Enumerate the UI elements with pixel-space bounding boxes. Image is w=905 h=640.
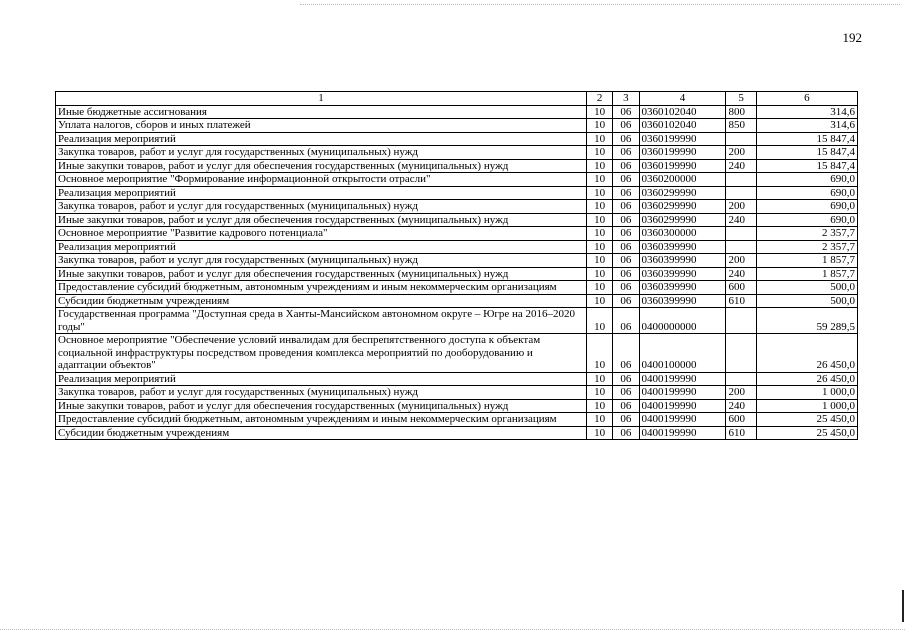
subsection-cell: 06 bbox=[613, 119, 639, 133]
section-cell: 10 bbox=[586, 227, 612, 241]
table-row bbox=[56, 132, 858, 146]
row-name-cell: Иные закупки товаров, работ и услуг для обеспечения государственных (муниципальных) нужд bbox=[56, 159, 587, 173]
section-cell: 10 bbox=[586, 294, 612, 308]
expense-type-cell: 200 bbox=[726, 254, 756, 268]
section-cell: 10 bbox=[586, 132, 612, 146]
row-name-cell: Закупка товаров, работ и услуг для государственных (муниципальных) нужд bbox=[56, 200, 587, 214]
expense-type-cell bbox=[726, 308, 756, 334]
table-row bbox=[56, 213, 858, 227]
row-name-cell: Субсидии бюджетным учреждениям bbox=[56, 294, 587, 308]
table-row bbox=[56, 254, 858, 268]
amount-cell: 25 450,0 bbox=[756, 426, 857, 440]
subsection-cell: 06 bbox=[613, 132, 639, 146]
table-row bbox=[56, 386, 858, 400]
row-name-cell: Субсидии бюджетным учреждениям bbox=[56, 426, 587, 440]
amount-cell: 2 357,7 bbox=[756, 240, 857, 254]
row-name-cell: Реализация мероприятий bbox=[56, 186, 587, 200]
amount-cell: 314,6 bbox=[756, 119, 857, 133]
subsection-cell: 06 bbox=[613, 105, 639, 119]
table-row bbox=[56, 294, 858, 308]
header-cell-subsection: 3 bbox=[613, 92, 639, 106]
row-name-cell: Иные закупки товаров, работ и услуг для обеспечения государственных (муниципальных) нужд bbox=[56, 213, 587, 227]
table-row bbox=[56, 308, 858, 334]
amount-cell: 15 847,4 bbox=[756, 132, 857, 146]
subsection-cell: 06 bbox=[613, 159, 639, 173]
row-name-cell: Основное мероприятие "Формирование информационной открытости отрасли" bbox=[56, 173, 587, 187]
target-code-cell: 0360399990 bbox=[639, 267, 726, 281]
expense-type-cell: 200 bbox=[726, 146, 756, 160]
amount-cell: 15 847,4 bbox=[756, 159, 857, 173]
amount-cell: 59 289,5 bbox=[756, 308, 857, 334]
table-row bbox=[56, 200, 858, 214]
table-header-row bbox=[56, 92, 858, 106]
expense-type-cell bbox=[726, 372, 756, 386]
subsection-cell: 06 bbox=[613, 240, 639, 254]
target-code-cell: 0360300000 bbox=[639, 227, 726, 241]
table-row bbox=[56, 227, 858, 241]
expense-type-cell bbox=[726, 173, 756, 187]
amount-cell: 690,0 bbox=[756, 186, 857, 200]
header-cell-name: 1 bbox=[56, 92, 587, 106]
section-cell: 10 bbox=[586, 386, 612, 400]
expense-type-cell: 240 bbox=[726, 399, 756, 413]
table-body bbox=[56, 105, 858, 440]
target-code-cell: 0360299990 bbox=[639, 200, 726, 214]
section-cell: 10 bbox=[586, 200, 612, 214]
target-code-cell: 0400199990 bbox=[639, 399, 726, 413]
amount-cell: 2 357,7 bbox=[756, 227, 857, 241]
section-cell: 10 bbox=[586, 186, 612, 200]
amount-cell: 26 450,0 bbox=[756, 372, 857, 386]
subsection-cell: 06 bbox=[613, 254, 639, 268]
row-name-cell: Иные закупки товаров, работ и услуг для обеспечения государственных (муниципальных) нужд bbox=[56, 399, 587, 413]
target-code-cell: 0360102040 bbox=[639, 105, 726, 119]
expense-type-cell bbox=[726, 334, 756, 373]
subsection-cell: 06 bbox=[613, 334, 639, 373]
section-cell: 10 bbox=[586, 119, 612, 133]
amount-cell: 500,0 bbox=[756, 281, 857, 295]
row-name-cell: Реализация мероприятий bbox=[56, 240, 587, 254]
amount-cell: 25 450,0 bbox=[756, 413, 857, 427]
row-name-cell: Закупка товаров, работ и услуг для государственных (муниципальных) нужд bbox=[56, 386, 587, 400]
section-cell: 10 bbox=[586, 173, 612, 187]
row-name-cell: Закупка товаров, работ и услуг для государственных (муниципальных) нужд bbox=[56, 146, 587, 160]
table-row bbox=[56, 119, 858, 133]
expense-type-cell: 200 bbox=[726, 200, 756, 214]
section-cell: 10 bbox=[586, 254, 612, 268]
table-row bbox=[56, 399, 858, 413]
section-cell: 10 bbox=[586, 213, 612, 227]
target-code-cell: 0360199990 bbox=[639, 132, 726, 146]
section-cell: 10 bbox=[586, 399, 612, 413]
header-cell-target-code: 4 bbox=[639, 92, 726, 106]
table-row bbox=[56, 173, 858, 187]
expense-type-cell: 200 bbox=[726, 386, 756, 400]
expense-type-cell bbox=[726, 186, 756, 200]
amount-cell: 1 857,7 bbox=[756, 254, 857, 268]
table-row bbox=[56, 426, 858, 440]
target-code-cell: 0400199990 bbox=[639, 426, 726, 440]
expense-type-cell: 600 bbox=[726, 413, 756, 427]
expense-type-cell: 610 bbox=[726, 294, 756, 308]
expense-type-cell: 240 bbox=[726, 213, 756, 227]
target-code-cell: 0400199990 bbox=[639, 386, 726, 400]
subsection-cell: 06 bbox=[613, 267, 639, 281]
target-code-cell: 0360199990 bbox=[639, 159, 726, 173]
amount-cell: 314,6 bbox=[756, 105, 857, 119]
section-cell: 10 bbox=[586, 146, 612, 160]
subsection-cell: 06 bbox=[613, 213, 639, 227]
expense-type-cell: 800 bbox=[726, 105, 756, 119]
target-code-cell: 0360399990 bbox=[639, 281, 726, 295]
row-name-cell: Реализация мероприятий bbox=[56, 372, 587, 386]
row-name-cell: Уплата налогов, сборов и иных платежей bbox=[56, 119, 587, 133]
amount-cell: 1 000,0 bbox=[756, 386, 857, 400]
row-name-cell: Предоставление субсидий бюджетным, автономным учреждениям и иным некоммерческим организациям bbox=[56, 281, 587, 295]
subsection-cell: 06 bbox=[613, 200, 639, 214]
target-code-cell: 0400199990 bbox=[639, 372, 726, 386]
subsection-cell: 06 bbox=[613, 227, 639, 241]
section-cell: 10 bbox=[586, 281, 612, 295]
table-row bbox=[56, 159, 858, 173]
target-code-cell: 0360299990 bbox=[639, 186, 726, 200]
amount-cell: 26 450,0 bbox=[756, 334, 857, 373]
subsection-cell: 06 bbox=[613, 426, 639, 440]
target-code-cell: 0360299990 bbox=[639, 213, 726, 227]
target-code-cell: 0400000000 bbox=[639, 308, 726, 334]
table-row bbox=[56, 105, 858, 119]
expense-type-cell bbox=[726, 240, 756, 254]
section-cell: 10 bbox=[586, 159, 612, 173]
section-cell: 10 bbox=[586, 334, 612, 373]
expense-type-cell: 600 bbox=[726, 281, 756, 295]
header-cell-amount: 6 bbox=[756, 92, 857, 106]
scan-edge-mark bbox=[902, 590, 904, 622]
subsection-cell: 06 bbox=[613, 186, 639, 200]
amount-cell: 690,0 bbox=[756, 213, 857, 227]
section-cell: 10 bbox=[586, 240, 612, 254]
row-name-cell: Иные бюджетные ассигнования bbox=[56, 105, 587, 119]
header-cell-expense-type: 5 bbox=[726, 92, 756, 106]
budget-table bbox=[55, 91, 858, 440]
expense-type-cell: 240 bbox=[726, 267, 756, 281]
section-cell: 10 bbox=[586, 105, 612, 119]
table-row bbox=[56, 334, 858, 373]
row-name-cell: Иные закупки товаров, работ и услуг для обеспечения государственных (муниципальных) нужд bbox=[56, 267, 587, 281]
amount-cell: 1 857,7 bbox=[756, 267, 857, 281]
expense-type-cell: 850 bbox=[726, 119, 756, 133]
target-code-cell: 0360199990 bbox=[639, 146, 726, 160]
target-code-cell: 0360399990 bbox=[639, 240, 726, 254]
subsection-cell: 06 bbox=[613, 399, 639, 413]
amount-cell: 690,0 bbox=[756, 200, 857, 214]
expense-type-cell: 240 bbox=[726, 159, 756, 173]
section-cell: 10 bbox=[586, 426, 612, 440]
target-code-cell: 0400199990 bbox=[639, 413, 726, 427]
subsection-cell: 06 bbox=[613, 281, 639, 295]
row-name-cell: Основное мероприятие "Обеспечение условий инвалидам для беспрепятственного доступа к объектам социальной инфраструктуры посредством проведения комплекса мероприятий по дооборудованию и адаптации объектов" bbox=[56, 334, 587, 373]
amount-cell: 1 000,0 bbox=[756, 399, 857, 413]
page-number: 192 bbox=[842, 30, 862, 45]
target-code-cell: 0360399990 bbox=[639, 294, 726, 308]
table-row bbox=[56, 186, 858, 200]
table-row bbox=[56, 413, 858, 427]
target-code-cell: 0360399990 bbox=[639, 254, 726, 268]
section-cell: 10 bbox=[586, 308, 612, 334]
subsection-cell: 06 bbox=[613, 173, 639, 187]
expense-type-cell bbox=[726, 227, 756, 241]
scan-artifact-bottom bbox=[0, 629, 905, 630]
subsection-cell: 06 bbox=[613, 294, 639, 308]
target-code-cell: 0360200000 bbox=[639, 173, 726, 187]
subsection-cell: 06 bbox=[613, 413, 639, 427]
header-cell-section: 2 bbox=[586, 92, 612, 106]
row-name-cell: Государственная программа "Доступная среда в Ханты-Мансийском автономном округе – Югре на 2016–2020 годы" bbox=[56, 308, 587, 334]
section-cell: 10 bbox=[586, 372, 612, 386]
subsection-cell: 06 bbox=[613, 386, 639, 400]
row-name-cell: Реализация мероприятий bbox=[56, 132, 587, 146]
target-code-cell: 0400100000 bbox=[639, 334, 726, 373]
section-cell: 10 bbox=[586, 413, 612, 427]
row-name-cell: Предоставление субсидий бюджетным, автономным учреждениям и иным некоммерческим организациям bbox=[56, 413, 587, 427]
target-code-cell: 0360102040 bbox=[639, 119, 726, 133]
scan-artifact-top bbox=[300, 4, 900, 5]
subsection-cell: 06 bbox=[613, 146, 639, 160]
row-name-cell: Основное мероприятие "Развитие кадрового потенциала" bbox=[56, 227, 587, 241]
section-cell: 10 bbox=[586, 267, 612, 281]
table-row bbox=[56, 281, 858, 295]
table-row bbox=[56, 267, 858, 281]
table-row bbox=[56, 372, 858, 386]
amount-cell: 690,0 bbox=[756, 173, 857, 187]
expense-type-cell bbox=[726, 132, 756, 146]
row-name-cell: Закупка товаров, работ и услуг для государственных (муниципальных) нужд bbox=[56, 254, 587, 268]
amount-cell: 500,0 bbox=[756, 294, 857, 308]
table-row bbox=[56, 146, 858, 160]
subsection-cell: 06 bbox=[613, 308, 639, 334]
expense-type-cell: 610 bbox=[726, 426, 756, 440]
amount-cell: 15 847,4 bbox=[756, 146, 857, 160]
table-row bbox=[56, 240, 858, 254]
subsection-cell: 06 bbox=[613, 372, 639, 386]
